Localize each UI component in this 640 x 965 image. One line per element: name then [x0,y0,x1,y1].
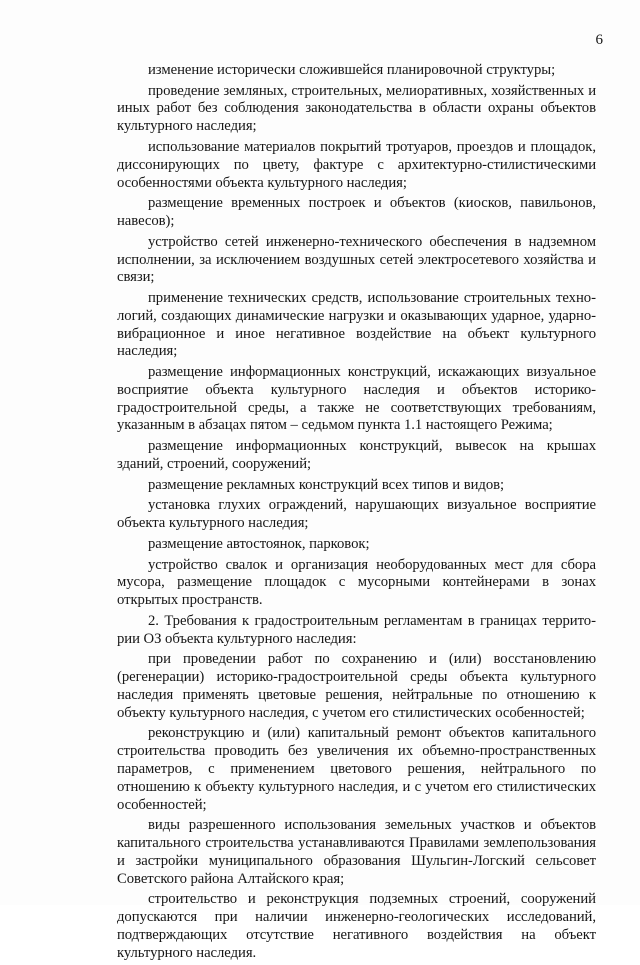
paragraph-temporary-buildings: размещение временных построек и объектов (киосков, павильонов, навесов); [117,195,596,230]
paragraph-solid-fences: установка глухих ограждений, нарушающих визуальное восприятие объекта культурного наследия; [117,497,596,532]
paragraph-underground-construction: строительство и реконструкция подземных строений, сооружений допускаются при наличии инженерно-геологических исследований, подтверждающих отсутствие негативного воздействия на объект культурного наследия. [117,891,596,961]
paragraph-advertising: размещение рекламных конструкций всех типов и видов; [148,476,505,493]
paragraph-waste-sites: устройство свалок и организация необорудованных мест для сбора мусора, размещение площадок с мусорными контейнерами в зонах открытых пространств. [117,556,596,609]
paragraph-historic-structure: изменение исторически сложившейся планировочной структуры; [148,62,556,78]
paragraph-overhead-networks: устройство сетей инженерно-технического обеспечения в надземном исполнении, за исключением воздушных сетей электросетевого хозяйства и связи; [117,233,596,286]
paragraph-paving-materials: использование материалов покрытий тротуаров, проездов и площадок, диссонирующих по цвету, фактуре с архитектурно-стилистическими особенностями объекта культурного наследия; [117,138,596,191]
document-body [117,62,596,965]
paragraph-color-solutions: при проведении работ по сохранению и (или) восстановлению (регенерации) историко-градостроительной среды объекта культурного наследия применять цветовые решения, нейтральные по отношению к объекту культурного наследия, с учетом его стилистических особенностей; [117,651,596,721]
paragraph-land-use: виды разрешенного использования земельных участков и объектов капитального строительства устанавливаются Правилами землепользования и застройки муниципального образования Шульгин-Логский сельсовет Советского района Алтайского края; [117,817,596,887]
paragraph-earthworks: проведение земляных, строительных, мелиоративных, хозяйственных и иных работ без соблюдения законодательства в области охраны объектов культурного наследия; [117,82,596,135]
paragraph-reconstruction: реконструкцию и (или) капитальный ремонт объектов капитального строительства проводить без увеличения их объемно-пространственных параметров, с применением цветового решения, нейтрального по отношению к объекту культурного наследия, и с учетом его стилистических особенностей; [117,725,596,813]
paragraph-information-structures: размещение информационных конструкций, искажающих визуальное восприятие объекта культурного наследия и объектов историко-градостроительной среды, а также не соответствующих требованиям, указанным в абзацах пятом – седьмом пункта 1.1 настоящего Режима; [117,364,596,434]
section-2-heading: 2. Требования к градостроительным регламентам в границах территории ОЗ объекта культурного наследия: [117,612,596,647]
paragraph-rooftop-signs: размещение информационных конструкций, вывесок на крышах зданий, строений, сооружений; [117,438,596,472]
page-number: 6 [595,32,603,48]
paragraph-technical-means: применение технических средств, использование строительных технологий, создающих динамические нагрузки и оказывающих ударное, ударно-вибрационное и иное негативное воздействие на объект культурного наследия; [117,290,596,360]
paragraph-parking: размещение автостоянок, парковок; [148,535,370,552]
